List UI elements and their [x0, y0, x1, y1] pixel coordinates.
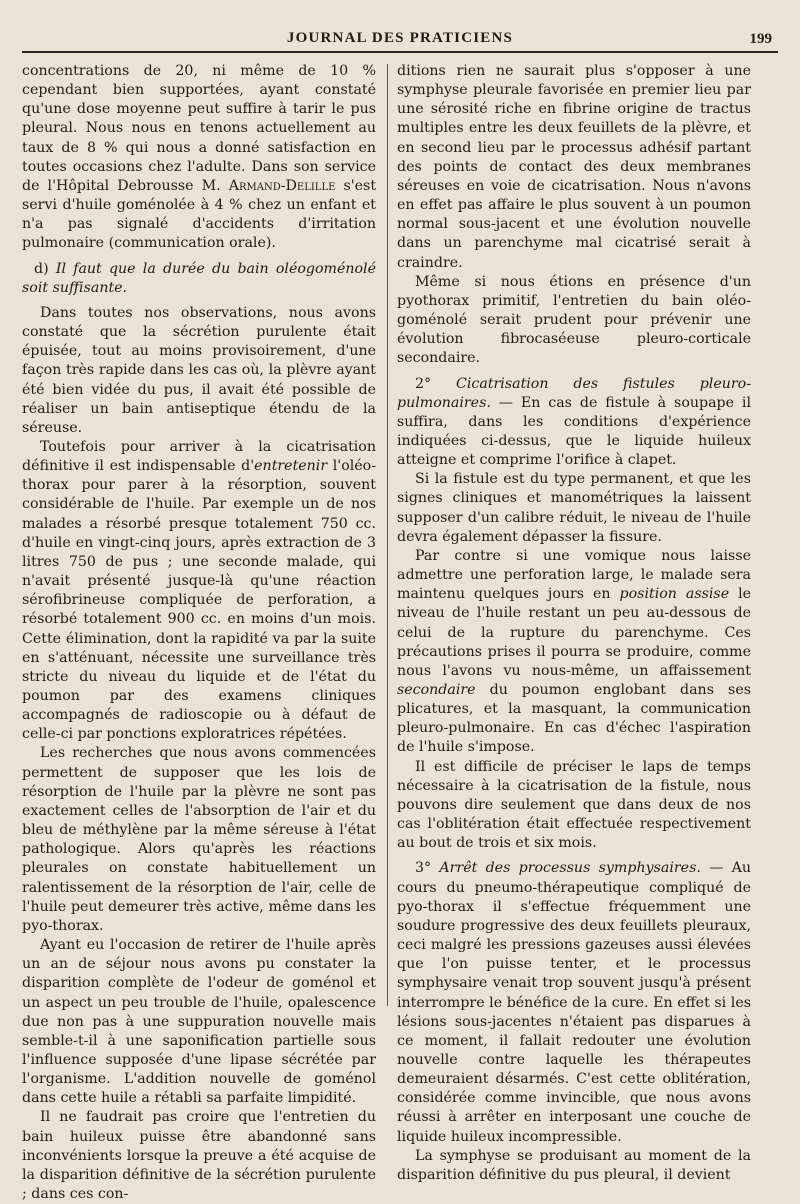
paragraph: La symphyse se produisant au moment de la disparition définitive du pus pleural, il devient: [397, 1147, 751, 1183]
paragraph: Il est difficile de préciser le laps de temps nécessaire à la cicatrisation de la fistule, nous pouvons dire seulement que dans deux de nos cas l'oblitération était effectuée respectivement au bout de trois et six mois.: [397, 758, 751, 852]
column-divider: [387, 64, 388, 1006]
paragraph-text: l'oléo-thorax pour parer à la résorption, souvent considérable de l'huile. Par exemple un de nos malades a résorbé presque totalement 750 cc. d'huile en vingt-cinq jours, après extraction de 3 litres 750 de pus ; une seconde malade, qui n'avait présenté jusque-là qu'une réaction sérofibrineuse compliquée de perforation, a résorbé totalement 900 cc. en moins d'un mois. Cette élimination, dont la rapidité va par la suite en s'atténuant, nécessite une surveillance très stricte du niveau du liquide et de l'état du poumon par des examens cliniques accompagnés de radioscopie ou à défaut de celle-ci par ponctions exploratrices répétées.: [22, 458, 377, 743]
paragraph: Même si nous étions en présence d'un pyothorax primitif, l'entretien du bain oléo-goménolé serait prudent pour prévenir une évolution fibrocaséeuse pleuro-corticale secondaire.: [397, 273, 751, 367]
section-number: 2°: [415, 375, 457, 392]
paragraph: [22, 62, 376, 254]
section-heading-text: Cicatrisation des fistules pleuro-pulmonaires.: [397, 375, 751, 411]
paragraph: [397, 547, 751, 758]
paragraph-text: du poumon englobant dans ses plicatures, et la masquant, la communication pleuro-pulmonaire. En cas d'échec l'aspiration de l'huile s'impose.: [397, 682, 751, 756]
paragraph: Ayant eu l'occasion de retirer de l'huile après un an de séjour nous avons pu constater la disparition complète de l'odeur de goménol et un aspect un peu trouble de l'huile, opalescence due non pas à une suppuration nouvelle mais semble-t-il à une saponification partielle sous l'influence supposée d'une lipase sécrétée par l'organisme. L'addition nouvelle de goménol dans cette huile a rétabli sa parfaite limpidité.: [22, 937, 376, 1107]
section-number: 3°: [415, 860, 440, 877]
paragraph: Il ne faudrait pas croire que l'entretien du bain huileux puisse être abandonné sans inconvénients lorsque la preuve a été acquise de la disparition définitive de la sécrétion purulente ; dans ces con-: [22, 1109, 376, 1203]
section-paragraph: [397, 375, 751, 471]
section-heading-text: Arrêt des processus symphysaires.: [439, 860, 701, 877]
right-column: [397, 62, 751, 1185]
paragraph: ditions rien ne saurait plus s'opposer à une symphyse pleurale favorisée en premier lieu par une sérosité riche en fibrine origine de tractus multiples entre les deux feuillets de la plèvre, et en second lieu par le processus adhésif partant des points de contact des deux membranes séreuses en voie de cicatrisation. Nous n'avons en effet pas affaire le plus souvent à un poumon normal sous-jacent et une évolution nouvelle dans un parenchyme mal cicatrisé serait à craindre.: [397, 63, 751, 271]
paragraph-text: le niveau de l'huile restant un peu au-dessous de celui de la rupture du parenchyme. Ces précautions prises il pourra se produire, comme nous l'avons vu nous-même, un affaissement: [397, 586, 752, 679]
paragraph: [22, 438, 376, 745]
section-number: d): [34, 260, 49, 277]
paragraph-text: — En cas de fistule à soupape il suffira, dans les conditions d'expérience indiquées ci-dessus, que le liquide huileux atteigne et comprime l'orifice à clapet.: [397, 394, 751, 469]
paragraph-text: s'est servi d'huile goménolée à 4 % chez un enfant et n'a pas signalé d'accidents d'irritation pulmonaire (communication orale).: [22, 177, 377, 252]
paragraph: Dans toutes nos observations, nous avons constaté que la sécrétion purulente était épuisée, tout au moins provisoirement, d'une façon très rapide dans les cas où, la plèvre ayant été bien vidée du pus, il avait été possible de réaliser un bain antiseptique étendu de la séreuse.: [22, 304, 376, 436]
header-rule: [22, 51, 778, 53]
paragraph-text: Toutefois pour arriver à la cicatrisation définitive il est indispensable d': [22, 438, 376, 475]
journal-title: JOURNAL DES PRATICIENS: [286, 30, 514, 46]
emphasis: secondaire: [397, 682, 476, 698]
left-column: [22, 62, 376, 1204]
paragraph-text: — Au cours du pneumo-thérapeutique compliqué de pyo-thorax il s'effectue fréquemment une soudure progressive des deux feuillets pleuraux, ceci malgré les pressions gazeuses aussi élevées que l'on puisse tenter, et le processus symphysaire venait trop souvent jusqu'à présent interrompre le bénéfice de la cure. En effet si les lésions sous-jacentes n'étaient pas disparues à ce moment, il fallait redouter une évolution nouvelle contre laquelle les thérapeutes demeuraient désarmés. C'est cette oblitération, considérée comme invincible, que nous avons réussi à arrêter en interposant une couche de liquide huileux incompressible.: [397, 860, 752, 1145]
paragraph-text: concentrations de 20, ni même de 10 % cependant bien supportées, ayant constaté qu'une dose moyenne peut suffire à tarir le pus pleural. Nous nous en tenons actuellement au taux de 8 % qui nous a donné satisfaction en toutes occasions chez l'adulte. Dans son service de l'Hôpital Debrousse M.: [22, 63, 376, 194]
section-heading-text: Il faut que la durée du bain oléogoménolé soit suffisante.: [22, 260, 376, 296]
emphasis: position assise: [619, 586, 730, 603]
page-number: 199: [749, 31, 772, 47]
paragraph: Les recherches que nous avons commencées permettent de supposer que les lois de résorption de l'huile par la plèvre ne sont pas exactement celles de l'absorption de l'air et du bleu de méthylène par la même séreuse à l'état pathologique. Alors qu'après les réactions pleurales on constate habituellement un ralentissement de la résorption de l'air, celle de l'huile peut demeurer très active, même dans les pyo-thorax.: [22, 745, 376, 934]
emphasis: entretenir: [254, 458, 328, 475]
section-heading: [22, 260, 376, 298]
author-name: Armand-Delille: [228, 177, 336, 194]
paragraph-text: Par contre si une vomique nous laisse admettre une perforation large, le malade sera maintenu quelques jours en: [397, 547, 751, 603]
section-paragraph: [397, 859, 751, 1146]
paragraph: Si la fistule est du type permanent, et que les signes cliniques et manométriques la laissent supposer d'un calibre réduit, le niveau de l'huile devra également dépasser la fissure.: [397, 471, 751, 545]
